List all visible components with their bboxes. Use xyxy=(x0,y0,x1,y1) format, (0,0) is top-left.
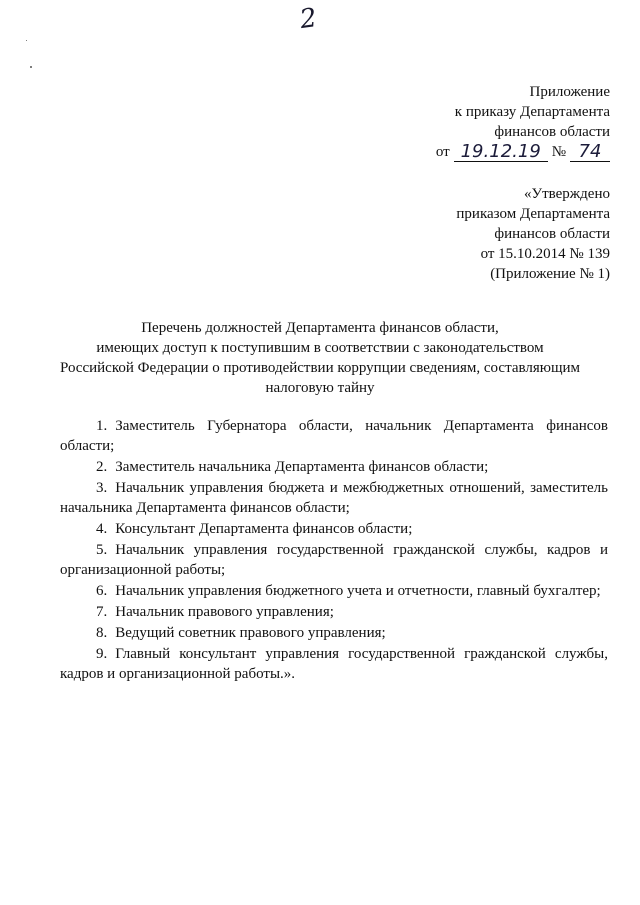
item-number: 3. xyxy=(96,480,108,496)
list-item xyxy=(60,644,608,684)
item-text: Заместитель начальника Департамента финансов области; xyxy=(115,459,489,475)
list-item xyxy=(60,540,608,580)
from-label: от xyxy=(435,144,450,160)
list-item xyxy=(60,457,608,477)
appendix-line-2: к приказу Департамента xyxy=(454,104,610,120)
positions-list xyxy=(60,416,608,685)
title-line-2: имеющих доступ к поступившим в соответствии с законодательством xyxy=(96,340,544,356)
item-text: Начальник управления бюджетного учета и отчетности, главный бухгалтер; xyxy=(115,583,601,599)
approval-line-2: приказом Департамента xyxy=(456,206,610,222)
item-number: 6. xyxy=(96,583,108,599)
item-number: 2. xyxy=(96,459,108,475)
list-item xyxy=(60,519,608,539)
title-line-3: Российской Федерации о противодействии коррупции сведениям, составляющим xyxy=(59,360,581,376)
number-label: № xyxy=(551,144,566,160)
title-line-1: Перечень должностей Департамента финансов области, xyxy=(141,320,499,336)
title-line-4: налоговую тайну xyxy=(265,380,375,396)
item-text: Начальник правового управления; xyxy=(115,604,334,620)
list-item xyxy=(60,581,608,601)
item-text: Начальник управления бюджета и межбюджетных отношений, заместитель начальника Департамента финансов области; xyxy=(60,480,608,516)
approval-line-4: от 15.10.2014 № 139 xyxy=(480,246,610,262)
handwritten-date: 19.12.19 xyxy=(454,143,548,162)
scan-speck xyxy=(26,40,27,41)
appendix-line-1: Приложение xyxy=(529,84,610,100)
appendix-line-3: финансов области xyxy=(494,124,610,140)
item-number: 9. xyxy=(96,646,108,662)
scan-speck xyxy=(30,66,32,68)
item-text: Ведущий советник правового управления; xyxy=(115,625,386,641)
approval-line-3: финансов области xyxy=(494,226,610,242)
appendix-date-line xyxy=(350,142,610,162)
item-text: Главный консультант управления государственной гражданской службы, кадров и организационной работы.». xyxy=(60,646,608,682)
item-number: 4. xyxy=(96,521,108,537)
item-number: 8. xyxy=(96,625,108,641)
appendix-header xyxy=(350,82,610,162)
approval-block xyxy=(350,184,610,284)
item-number: 1. xyxy=(96,418,108,434)
list-item xyxy=(60,623,608,643)
document-title xyxy=(40,318,600,398)
item-number: 7. xyxy=(96,604,108,620)
handwritten-page-number: 2 xyxy=(297,2,319,36)
approval-line-5: (Приложение № 1) xyxy=(490,266,610,282)
item-number: 5. xyxy=(96,542,108,558)
item-text: Начальник управления государственной гражданской службы, кадров и организационной работы; xyxy=(60,542,608,578)
list-item xyxy=(60,602,608,622)
list-item xyxy=(60,416,608,456)
item-text: Заместитель Губернатора области, начальник Департамента финансов области; xyxy=(60,418,608,454)
list-item xyxy=(60,478,608,518)
approval-line-1: «Утверждено xyxy=(523,186,610,202)
item-text: Консультант Департамента финансов области; xyxy=(115,521,413,537)
handwritten-order-number: 74 xyxy=(570,143,610,162)
